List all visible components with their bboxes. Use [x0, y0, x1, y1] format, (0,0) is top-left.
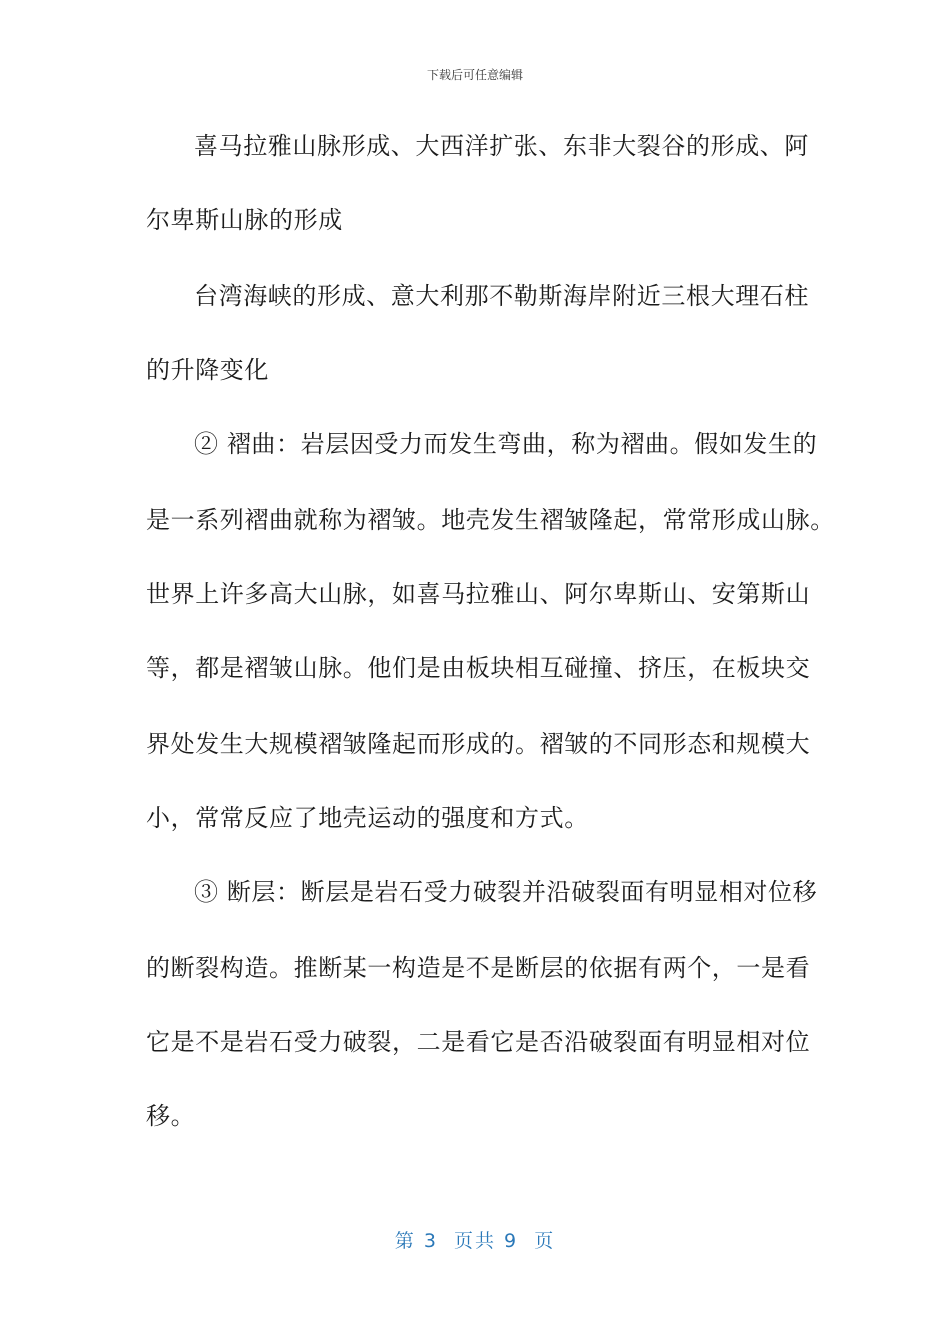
body-line: 世界上许多高大山脉，如喜马拉雅山、阿尔卑斯山、安第斯山 [146, 580, 811, 608]
page-number-label: 第 3 页共 9 页 [394, 1230, 556, 1252]
body-line: 界处发生大规模褶皱隆起而形成的。褶皱的不同形态和规模大 [146, 730, 811, 758]
body-line: 它是不是岩石受力破裂，二是看它是否沿破裂面有明显相对位 [146, 1028, 811, 1056]
body-line: ③ 断层：断层是岩石受力破裂并沿破裂面有明显相对位移 [194, 878, 818, 906]
body-line: 台湾海峡的形成、意大利那不勒斯海岸附近三根大理石柱 [194, 282, 809, 310]
page-header-note: 下载后可任意编辑 [426, 68, 523, 82]
body-line: 的升降变化 [146, 356, 269, 384]
body-line: 喜马拉雅山脉形成、大西洋扩张、东非大裂谷的形成、阿 [194, 132, 809, 160]
body-line: 尔卑斯山脉的形成 [146, 206, 343, 234]
body-line: 移。 [146, 1102, 196, 1130]
body-line: 的断裂构造。推断某一构造是不是断层的依据有两个，一是看 [146, 954, 811, 982]
body-line: ② 褶曲：岩层因受力而发生弯曲，称为褶曲。假如发生的 [194, 430, 818, 458]
page-footer [0, 1226, 950, 1253]
body-line: 小，常常反应了地壳运动的强度和方式。 [146, 804, 589, 832]
body-line: 是一系列褶曲就称为褶皱。地壳发生褶皱隆起，常常形成山脉。 [146, 506, 835, 534]
body-line: 等，都是褶皱山脉。他们是由板块相互碰撞、挤压，在板块交 [146, 654, 811, 682]
